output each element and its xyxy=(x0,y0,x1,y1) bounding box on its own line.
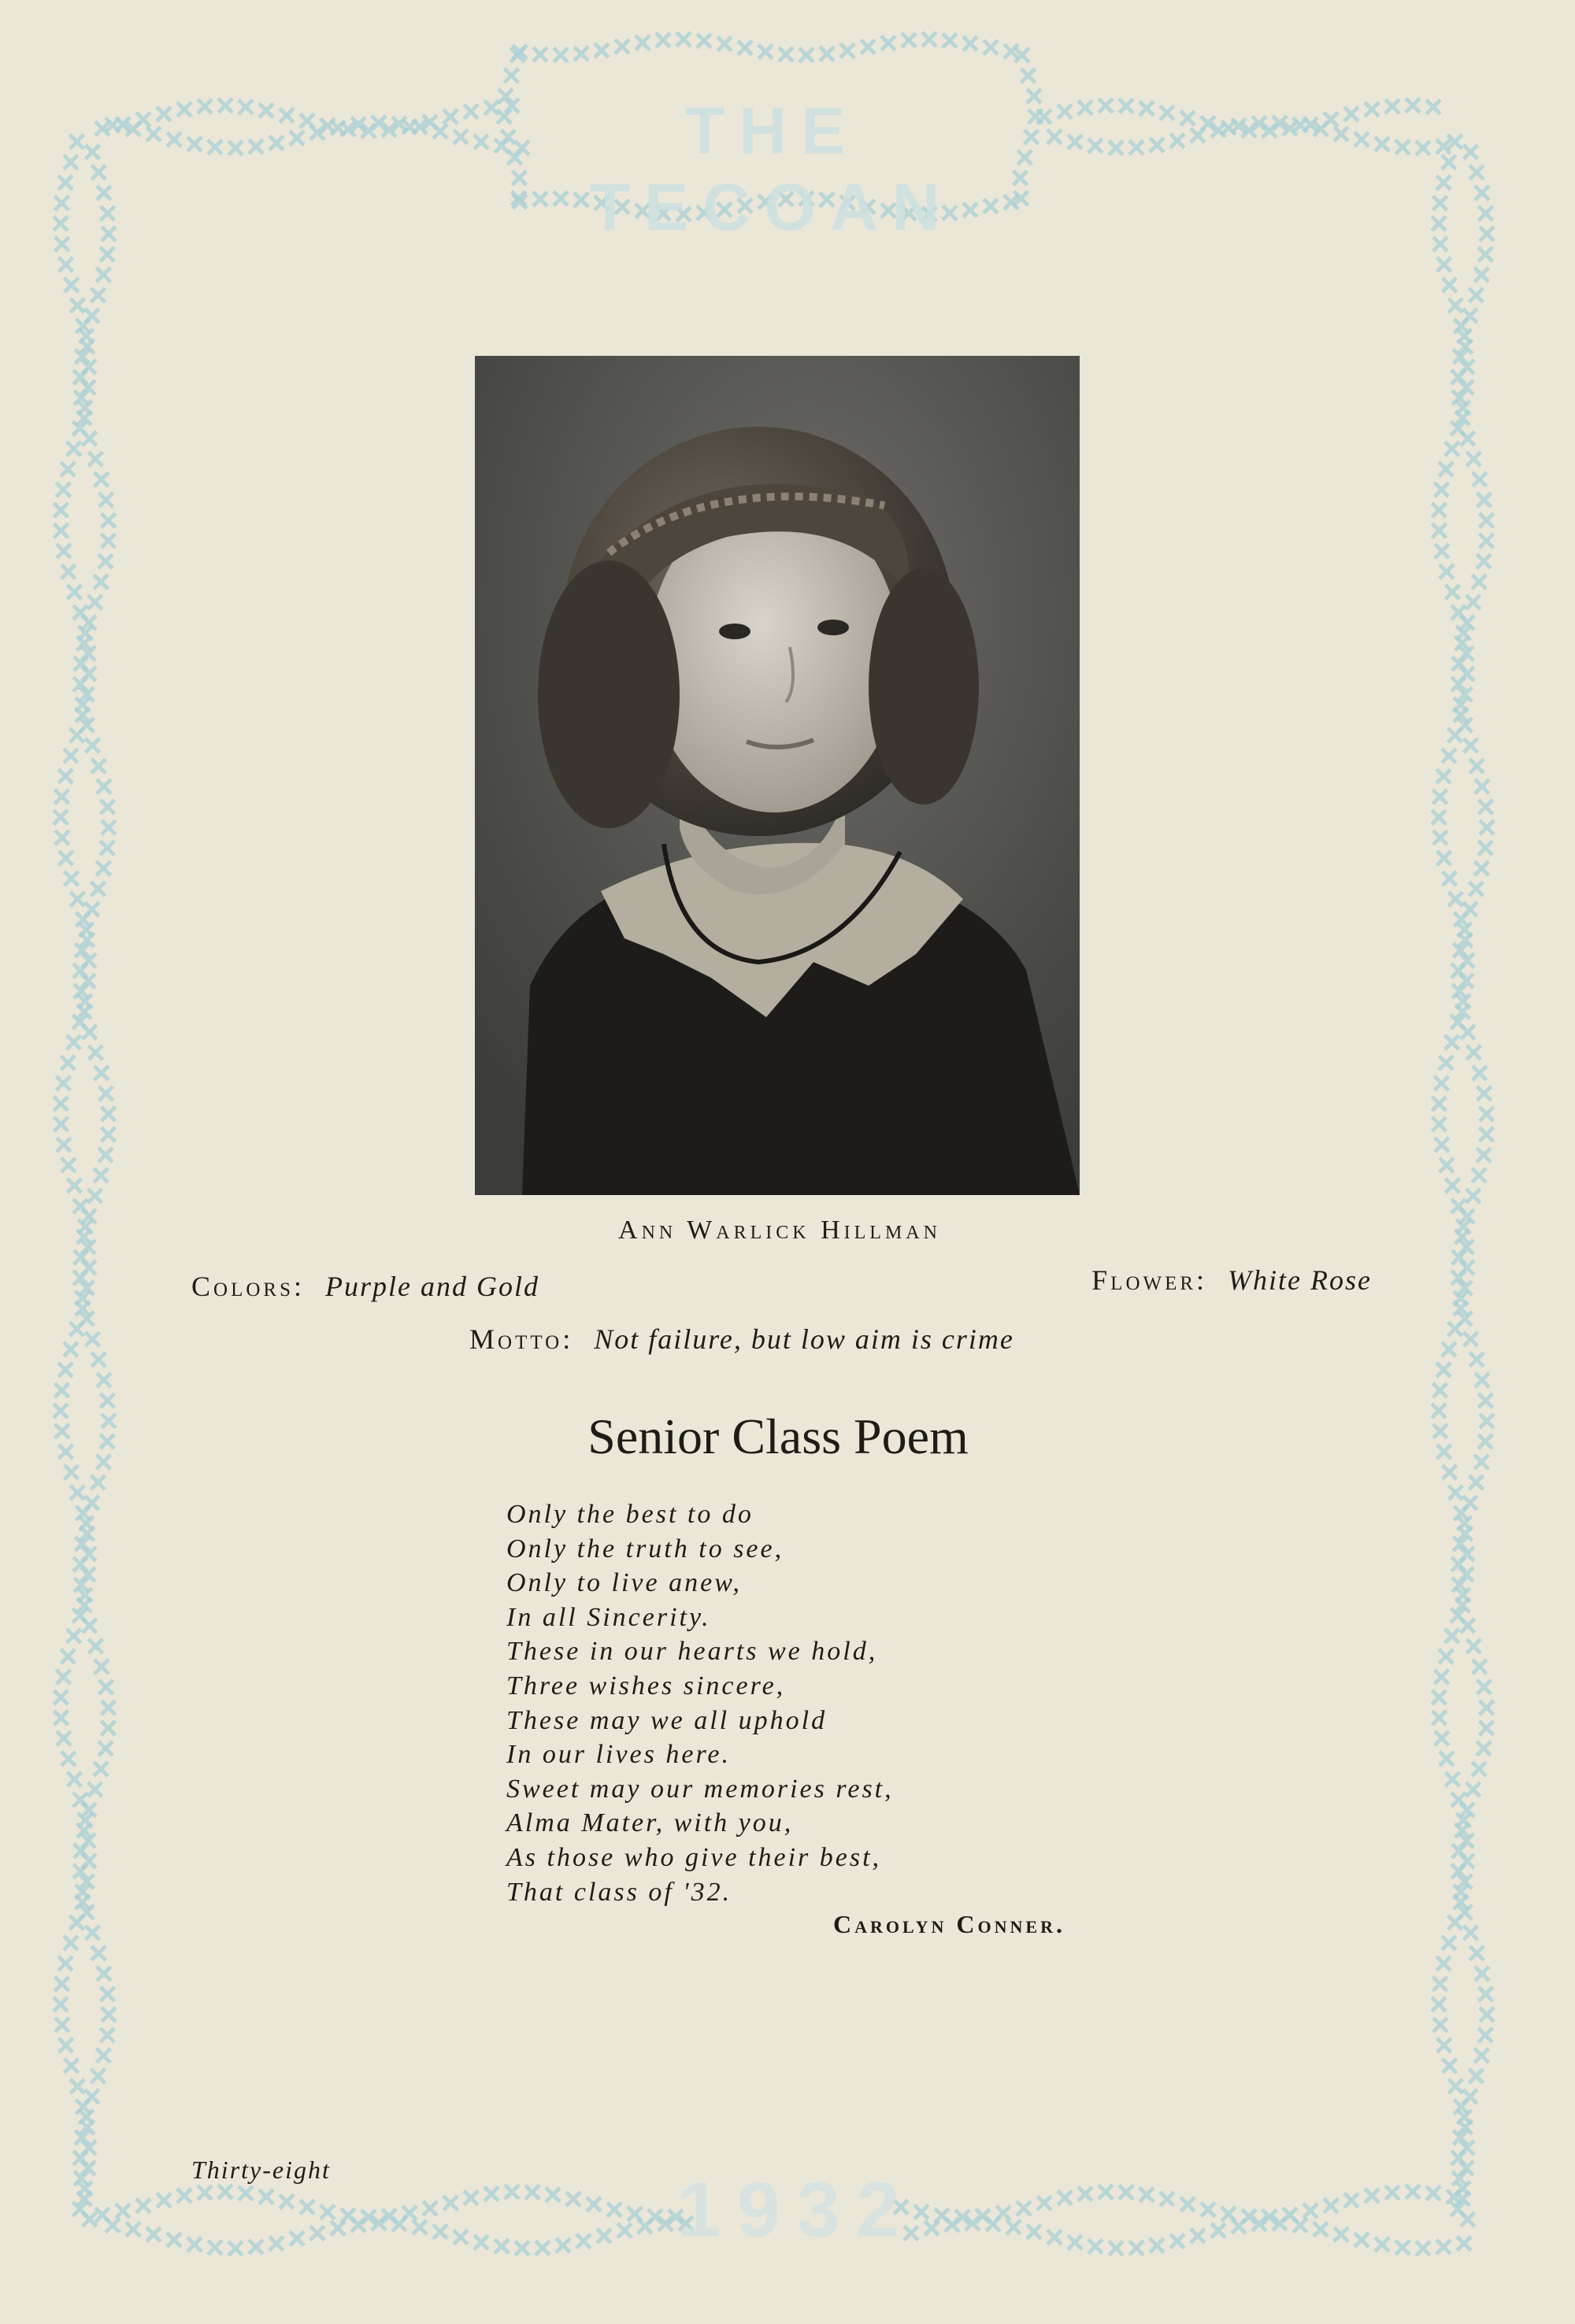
class-flower xyxy=(1091,1264,1372,1297)
poem-line: In all Sincerity. xyxy=(506,1602,711,1632)
motto-label: Motto: xyxy=(469,1323,574,1355)
header-title: THE TECOAN xyxy=(589,94,954,244)
poem-line: Only to live anew, xyxy=(506,1568,742,1598)
page-number: Thirty-eight xyxy=(191,2156,331,2184)
colors-value: Purple and Gold xyxy=(324,1271,539,1302)
poem-line: In our lives here. xyxy=(506,1740,732,1770)
poem-line: Only the truth to see, xyxy=(506,1534,784,1564)
poem-body xyxy=(506,1497,894,1909)
poem-line: Alma Mater, with you, xyxy=(506,1808,794,1838)
poem-line: These in our hearts we hold, xyxy=(506,1637,878,1667)
poem-line: Only the best to do xyxy=(506,1500,754,1529)
poem-author: Carolyn Conner. xyxy=(833,1910,1065,1938)
poem-line: That class of '32. xyxy=(506,1877,732,1907)
flower-label: Flower: xyxy=(1091,1264,1208,1296)
poem-line: These may we all uphold xyxy=(506,1705,828,1735)
motto-value: Not failure, but low aim is crime xyxy=(594,1323,1014,1355)
portrait-photo xyxy=(475,356,1080,1195)
class-motto xyxy=(469,1323,1014,1356)
footer-year: 1932 xyxy=(677,2166,916,2254)
flower-value: White Rose xyxy=(1228,1264,1372,1296)
class-colors xyxy=(191,1270,539,1303)
poem-line: Three wishes sincere, xyxy=(506,1671,786,1700)
poem-line: Sweet may our memories rest, xyxy=(506,1774,894,1804)
poem-line: As those who give their best, xyxy=(506,1842,882,1872)
poem-title: Senior Class Poem xyxy=(587,1408,969,1464)
student-name: Ann Warlick Hillman xyxy=(618,1216,941,1245)
colors-label: Colors: xyxy=(191,1271,305,1302)
